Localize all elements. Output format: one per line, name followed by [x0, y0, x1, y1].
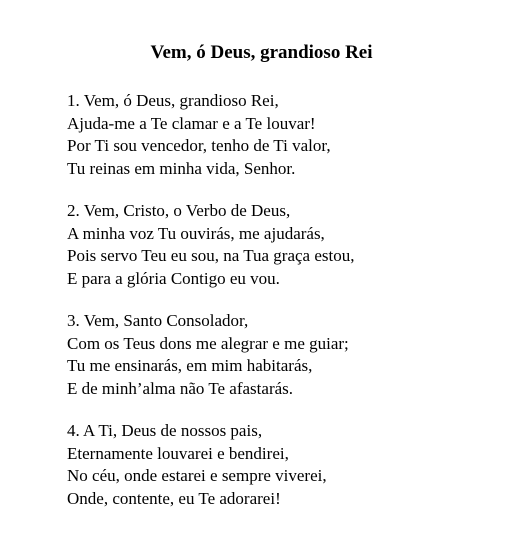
- verse-line: Com os Teus dons me alegrar e me guiar;: [67, 333, 349, 353]
- verse-line: Ajuda-me a Te clamar e a Te louvar!: [67, 113, 316, 133]
- verse-line: 4. A Ti, Deus de nossos pais,: [67, 421, 263, 440]
- verse-line: E para a glória Contigo eu vou.: [67, 268, 280, 288]
- verse-line: Eternamente louvarei e bendirei,: [67, 443, 289, 463]
- verse-line: No céu, onde estarei e sempre viverei,: [67, 466, 327, 485]
- verse-1: [67, 90, 331, 180]
- verse-line: Onde, contente, eu Te adorarei!: [67, 488, 281, 508]
- verse-line: A minha voz Tu ouvirás, me ajudarás,: [67, 223, 325, 243]
- hymn-title: Vem, ó Deus, grandioso Rei: [150, 42, 373, 63]
- verse-line: Tu reinas em minha vida, Senhor.: [67, 158, 296, 178]
- verse-line: 1. Vem, ó Deus, grandioso Rei,: [67, 91, 279, 110]
- verse-line: 2. Vem, Cristo, o Verbo de Deus,: [67, 201, 291, 220]
- verse-4: [67, 420, 327, 510]
- verse-line: 3. Vem, Santo Consolador,: [67, 311, 249, 330]
- verse-line: Tu me ensinarás, em mim habitarás,: [67, 356, 313, 375]
- verse-line: Por Ti sou vencedor, tenho de Ti valor,: [67, 136, 331, 155]
- verse-2: [67, 200, 354, 290]
- verse-line: E de minh’alma não Te afastarás.: [67, 378, 294, 398]
- verse-3: [67, 310, 349, 400]
- verse-line: Pois servo Teu eu sou, na Tua graça estou,: [67, 246, 355, 265]
